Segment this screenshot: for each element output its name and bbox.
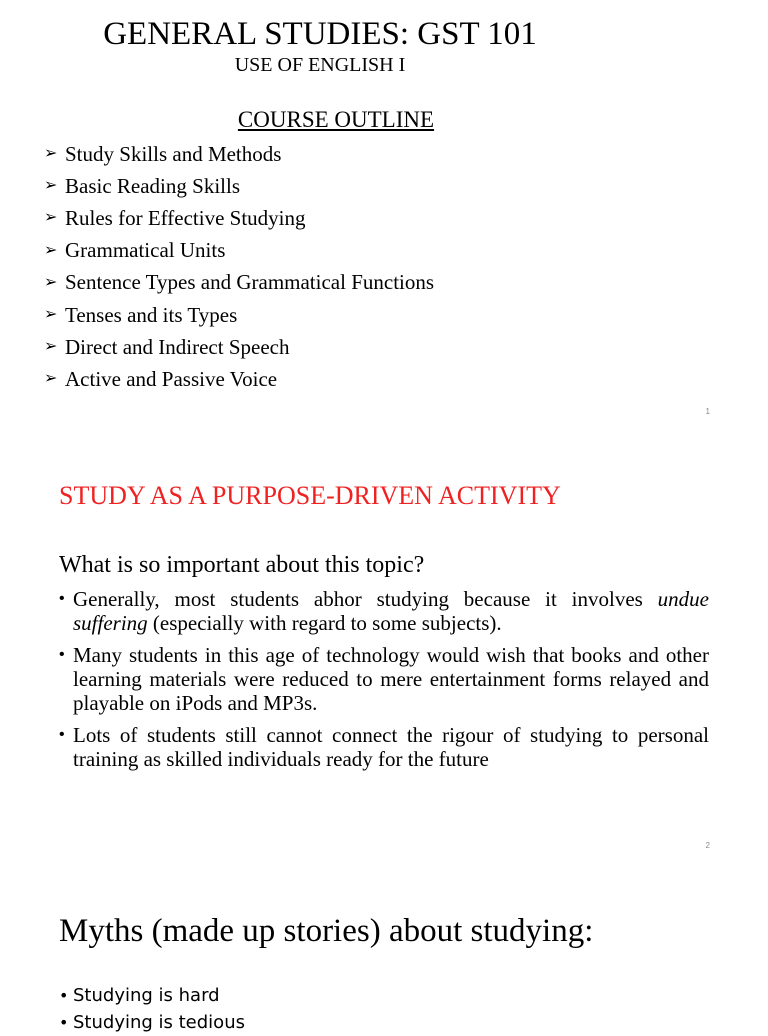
bullet-text-after: (especially with regard to some subjects).	[147, 611, 502, 635]
bullet-text: Lots of students still cannot connect the rigour of studying to personal training as skilled individuals ready for the future	[73, 723, 709, 771]
slide-2	[0, 432, 768, 864]
arrow-bullet-icon: ➢	[44, 209, 58, 227]
course-title: GENERAL STUDIES: GST 101	[103, 16, 537, 52]
list-item-label: Studying is hard	[73, 985, 220, 1006]
bullet-icon: •	[59, 590, 65, 607]
arrow-bullet-icon: ➢	[44, 306, 58, 324]
list-item	[44, 267, 434, 299]
bullet-icon: •	[59, 986, 69, 1005]
list-item	[59, 723, 709, 771]
list-item	[44, 363, 434, 395]
bullet-icon: •	[59, 646, 65, 663]
bullet-list	[59, 587, 709, 779]
list-item	[44, 331, 434, 363]
list-item-label: Grammatical Units	[65, 238, 226, 263]
arrow-bullet-icon: ➢	[44, 370, 58, 388]
arrow-bullet-icon: ➢	[44, 241, 58, 259]
bullet-icon: •	[59, 1013, 69, 1032]
bullet-icon: •	[59, 726, 65, 743]
list-item-label: Direct and Indirect Speech	[65, 334, 290, 359]
list-item-label: Basic Reading Skills	[65, 173, 240, 198]
list-item	[44, 170, 434, 202]
list-item-label: Active and Passive Voice	[65, 366, 278, 391]
outline-heading: COURSE OUTLINE	[237, 107, 435, 132]
bullet-text-before: Generally, most students abhor studying because it involves	[73, 587, 658, 611]
list-item-label: Studying is tedious	[73, 1012, 245, 1033]
list-item	[59, 1009, 245, 1036]
bullet-list	[59, 982, 245, 1036]
list-item	[59, 982, 245, 1009]
list-item	[59, 587, 709, 635]
list-item	[44, 202, 434, 234]
list-item-label: Rules for Effective Studying	[65, 205, 306, 230]
list-item	[44, 235, 434, 267]
bullet-emphasis: undue suffering	[73, 587, 709, 635]
slide-title: STUDY AS A PURPOSE-DRIVEN ACTIVITY	[59, 481, 561, 510]
course-subtitle: USE OF ENGLISH I	[234, 54, 406, 76]
arrow-bullet-icon: ➢	[44, 177, 58, 195]
arrow-bullet-icon: ➢	[44, 273, 58, 291]
list-item-label: Sentence Types and Grammatical Functions	[65, 270, 435, 295]
list-item-label: Tenses and its Types	[65, 302, 238, 327]
page-number: 1	[705, 407, 710, 416]
list-item	[44, 299, 434, 331]
outline-list	[44, 138, 434, 396]
slide-3	[0, 864, 768, 1033]
slide-question: What is so important about this topic?	[59, 552, 425, 578]
slide-title: Myths (made up stories) about studying:	[59, 913, 594, 949]
page-number: 2	[705, 841, 710, 850]
arrow-bullet-icon: ➢	[44, 338, 58, 356]
bullet-text: Many students in this age of technology would wish that books and other learning materials were reduced to mere entertainment forms relayed and playable on iPods and MP3s.	[73, 643, 709, 715]
list-item-label: Study Skills and Methods	[65, 141, 282, 166]
list-item	[59, 643, 709, 715]
slide-1	[0, 0, 768, 432]
arrow-bullet-icon: ➢	[44, 145, 58, 163]
list-item	[44, 138, 434, 170]
